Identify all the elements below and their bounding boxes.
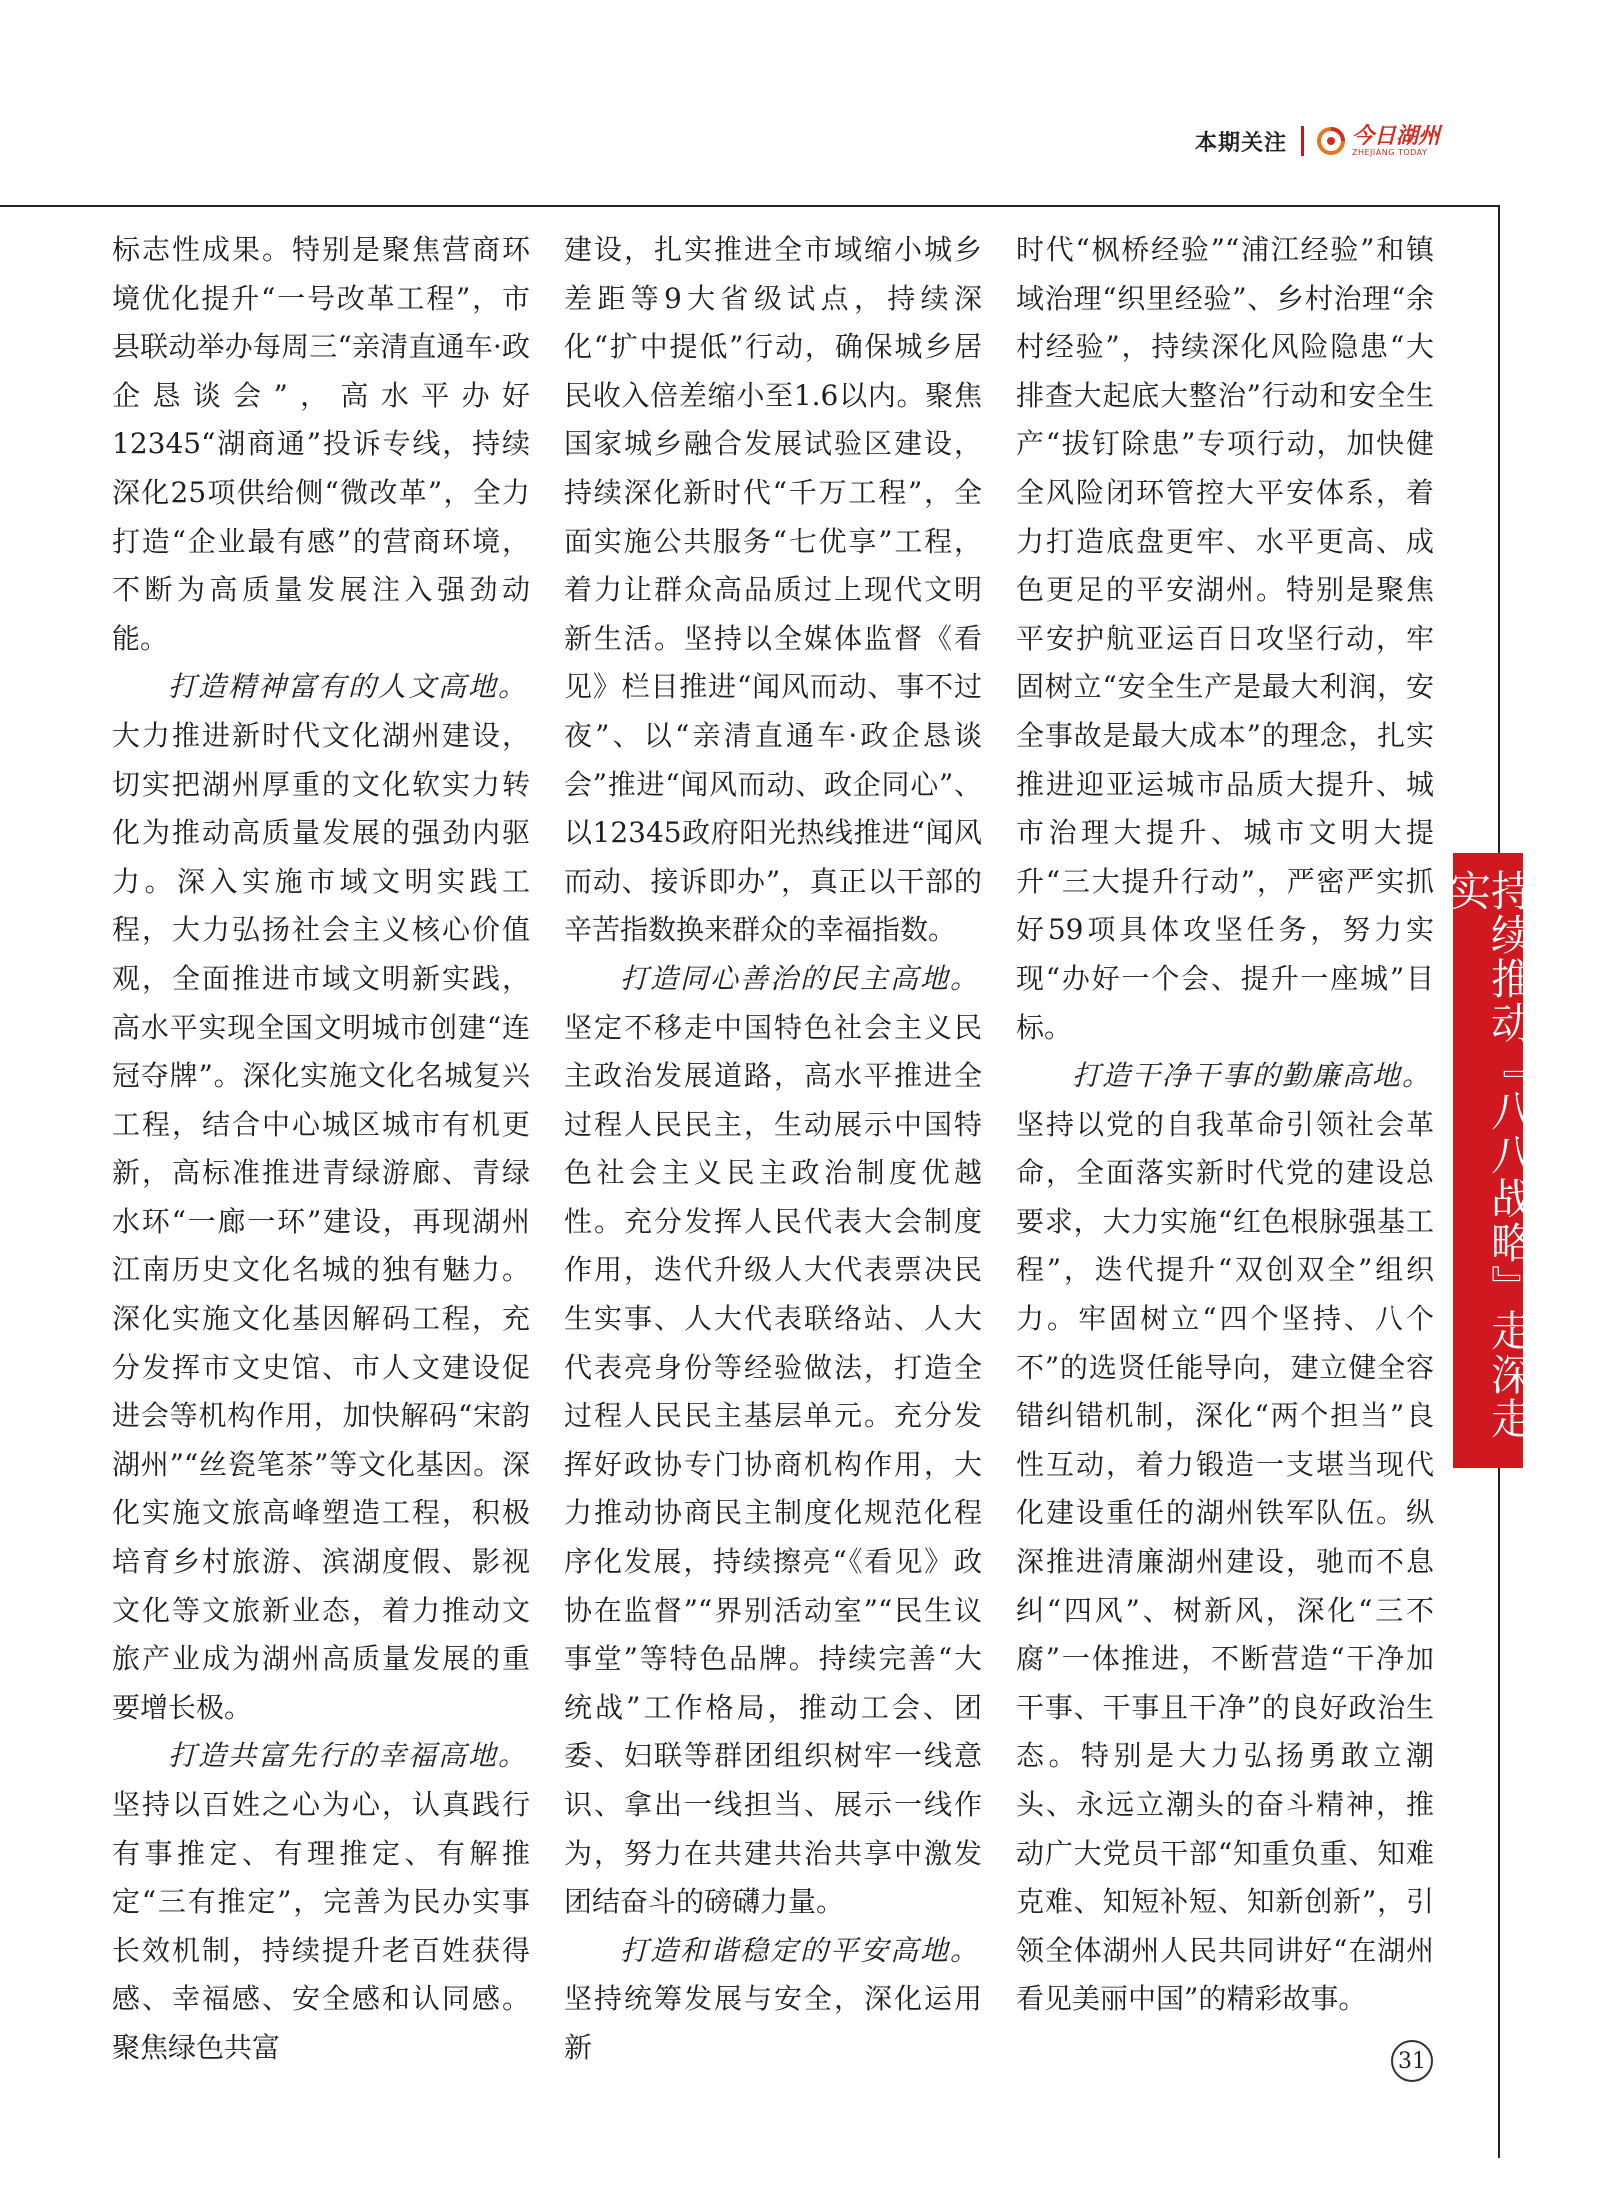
article-title-banner [1443, 853, 1534, 1468]
paragraph: 大力推进新时代文化湖州建设，切实把湖州厚重的文化软实力转化为推动高质量发展的强劲内驱力。深入实施市域文明实践工程，大力弘扬社会主义核心价值观，全面推进市域文明新实践，高水平实现全国文明城市创建“连冠夺牌”。深化实施文化名城复兴工程，结合中心城区城市有机更新，高标准推进青绿游廊、青绿水环“一廊一环”建设，再现湖州江南历史文化名城的独有魅力。深化实施文化基因解码工程，充分发挥市文史馆、市人文建设促进会等机构作用，加快解码“宋韵湖州”“丝瓷笔茶”等文化基因。深化实施文旅高峰塑造工程，积极培育乡村旅游、滨湖度假、影视文化等文旅新业态，着力推动文旅产业成为湖州高质量发展的重要增长极。 [112, 718, 530, 1724]
top-rule [0, 205, 1500, 207]
text-column-3 [1016, 226, 1434, 2024]
paragraph: 坚持以党的自我革命引领社会革命，全面落实新时代党的建设总要求，大力实施“红色根脉强基工程”，迭代提升“双创双全”组织力。牢固树立“四个坚持、八个不”的选贤任能导向，建立健全容错纠错机制，深化“两个担当”良性互动，着力锻造一支堪当现代化建设重任的湖州铁军队伍。纵深推进清廉湖州建设，驰而不息纠“四风”、树新风，深化“三不腐”一体推进，不断营造“干净加干事、干事且干净”的良好政治生态。特别是大力弘扬勇敢立潮头、永远立潮头的奋斗精神，推动广大党员干部“知重负重、知难克难、知短补短、知新创新”，引领全体湖州人民共同讲好“在湖州看见美丽中国”的精彩故事。 [1016, 1107, 1434, 2016]
subheading: 打造干净干事的勤廉高地。 [1072, 1059, 1433, 1093]
paragraph: 建设，扎实推进全市域缩小城乡差距等9大省级试点，持续深化“扩中提低”行动，确保城乡居民收入倍差缩小至1.6以内。聚焦国家城乡融合发展试验区建设，持续深化新时代“千万工程”，全面实施公共服务“七优享”工程，着力让群众高品质过上现代文明新生活。坚持以全媒体监督《看见》栏目推进“闻风而动、事不过夜”、以“亲清直通车·政企恳谈会”推进“闻风而动、政企同心”、以12345政府阳光热线推进“闻风而动、接诉即办”，真正以干部的辛苦指数换来群众的幸福指数。 [564, 233, 982, 947]
paragraph: 时代“枫桥经验”“浦江经验”和镇域治理“织里经验”、乡村治理“余村经验”，持续深化风险隐患“大排查大起底大整治”行动和安全生产“拔钉除患”专项行动，加快健全风险闭环管控大平安体系，着力打造底盘更牢、水平更高、成色更足的平安湖州。特别是聚焦平安护航亚运百日攻坚行动，牢固树立“安全生产是最大利润，安全事故是最大成本”的理念，扎实推进迎亚运城市品质大提升、城市治理大提升、城市文明大提升“三大提升行动”，严密严实抓好59项具体攻坚任务，努力实现“办好一个会、提升一座城”目标。 [1016, 233, 1434, 1044]
page-header [1195, 116, 1440, 166]
text-column-2 [564, 226, 982, 2073]
paragraph: 坚定不移走中国特色社会主义民主政治发展道路，高水平推进全过程人民民主，生动展示中国特色社会主义民主政治制度优越性。充分发挥人民代表大会制度作用，迭代升级人大代表票决民生实事、人大代表联络站、人大代表亮身份等经验做法，打造全过程人民民主基层单元。充分发挥好政协专门协商机构作用，大力推动协商民主制度化规范化程序化发展，持续擦亮“《看见》政协在监督”“界别活动室”“民生议事堂”等特色品牌。持续完善“大统战”工作格局，推动工会、团委、妇联等群团组织树牢一线意识、拿出一线担当、展示一线作为，努力在共建共治共享中激发团结奋斗的磅礴力量。 [564, 1010, 982, 1919]
logo-subtext: ZHEJIANG TODAY [1351, 148, 1428, 157]
logo-wordmark: 今日湖州 [1351, 123, 1440, 149]
text-column-1 [112, 226, 530, 2073]
paragraph: 标志性成果。特别是聚焦营商环境优化提升“一号改革工程”，市县联动举办每周三“亲清直通车·政企恳谈会”，高水平办好12345“湖商通”投诉专线，持续深化25项供给侧“微改革”，全力打造“企业最有感”的营商环境，不断为高质量发展注入强劲动能。 [112, 233, 530, 655]
page-number: 31 [1391, 2040, 1433, 2082]
article-title: 持续推动『八八战略』走深走实 [1443, 869, 1534, 1441]
publication-logo [1316, 125, 1440, 157]
logo-swirl-icon [1316, 126, 1346, 156]
paragraph: 坚持以百姓之心为心，认真践行有事推定、有理推定、有解推定“三有推定”，完善为民办实事长效机制，持续提升老百姓获得感、幸福感、安全感和认同感。聚焦绿色共富 [112, 1788, 530, 2064]
header-divider [1301, 126, 1304, 156]
subheading: 打造精神富有的人文高地。 [168, 670, 529, 704]
subheading: 打造和谐稳定的平安高地。 [620, 1933, 981, 1967]
section-label: 本期关注 [1194, 130, 1287, 156]
paragraph: 坚持统筹发展与安全，深化运用新 [564, 1982, 982, 2064]
subheading: 打造共富先行的幸福高地。 [168, 1739, 529, 1773]
subheading: 打造同心善治的民主高地。 [620, 961, 981, 995]
